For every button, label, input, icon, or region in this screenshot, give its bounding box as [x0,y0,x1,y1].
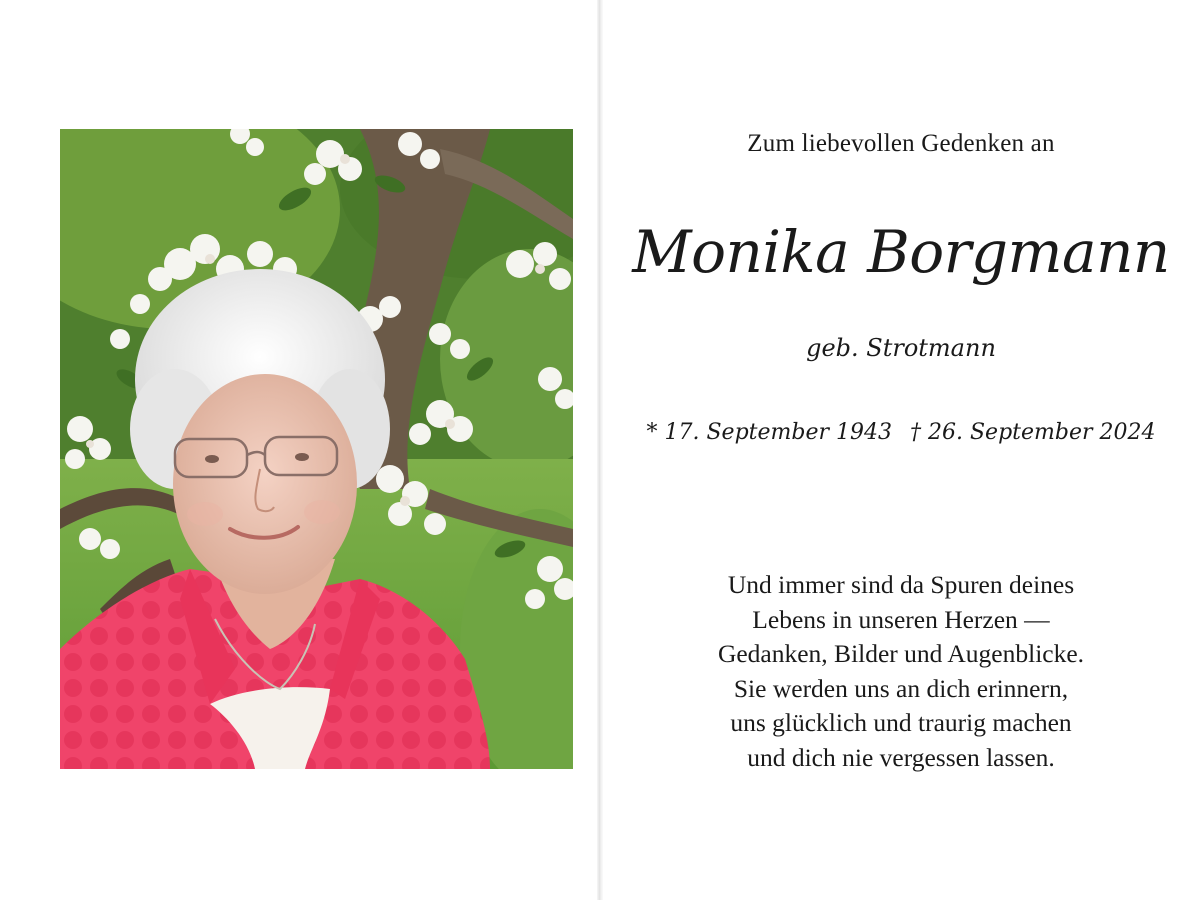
poem-line: Gedanken, Bilder und Augenblicke. [717,639,1085,668]
poem-line: Sie werden uns an dich erinnern, [733,673,1069,703]
birth-date: * 17. September 1943 [646,420,892,445]
portrait-photo [60,129,573,769]
death-date: † 26. September 2024 [910,420,1156,445]
right-page [603,0,1199,900]
poem-line: uns glücklich und traurig machen [730,708,1072,737]
life-dates [603,420,1199,445]
deceased-name: Monika Borgmann [632,218,1170,286]
intro-line: Zum liebevollen Gedenken an [747,130,1055,157]
maiden-name: geb. Strotmann [806,334,996,362]
left-page [0,0,597,900]
poem-line: Lebens in unseren Herzen — [752,604,1050,634]
poem-line: und dich nie vergessen lassen. [747,742,1055,772]
poem-line: Und immer sind da Spuren deines [727,570,1075,599]
memorial-poem [603,568,1199,775]
